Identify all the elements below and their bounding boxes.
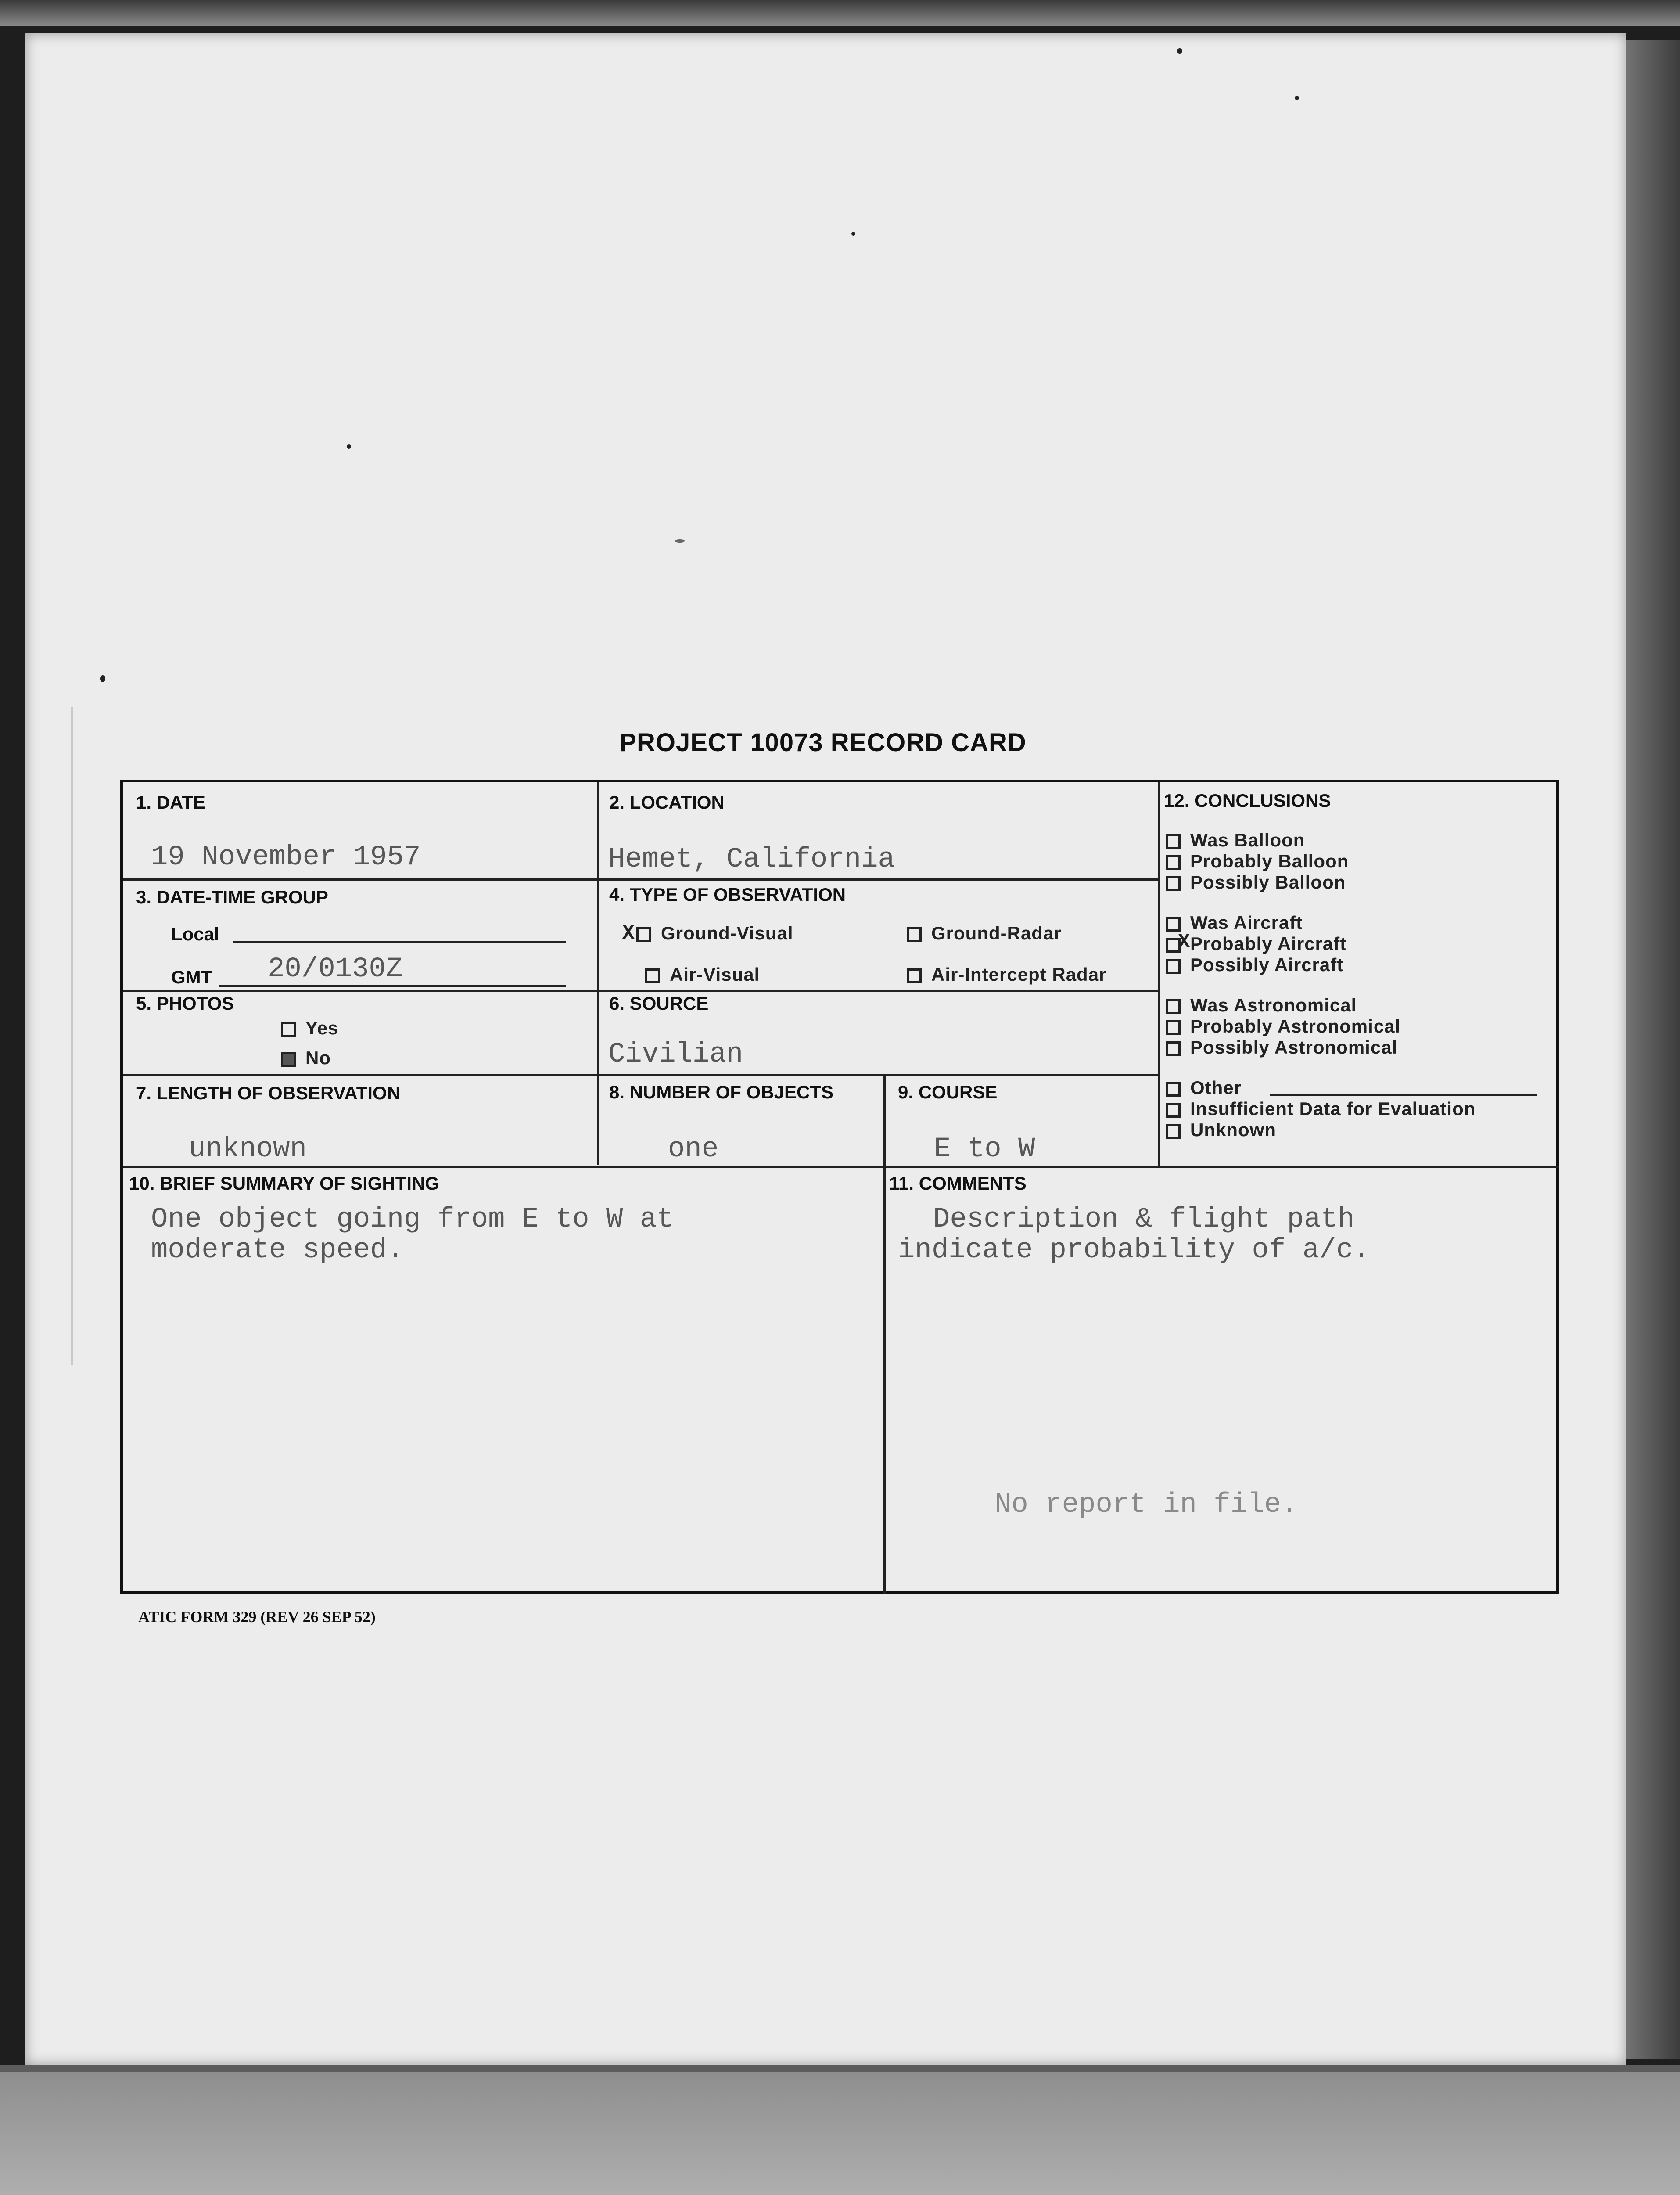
number-of-objects-value: one [668, 1133, 719, 1165]
grid-line [123, 878, 1158, 881]
checkbox-icon [1166, 1103, 1181, 1118]
conclusion-possibly-astronomical[interactable]: Possibly Astronomical [1166, 1037, 1397, 1058]
gmt-label: GMT [171, 967, 212, 987]
checkbox-icon [1166, 1020, 1181, 1035]
conclusion-other[interactable]: Other [1166, 1077, 1242, 1098]
date-time-group-label: 3. DATE-TIME GROUP [136, 887, 328, 907]
date-value: 19 November 1957 [151, 842, 421, 873]
location-value: Hemet, California [608, 844, 895, 875]
date-label: 1. DATE [136, 792, 205, 813]
dust-speck [100, 675, 105, 682]
dust-speck [1295, 96, 1299, 100]
comments-line-2: indicate probability of a/c. [898, 1234, 1370, 1266]
gmt-underline [219, 985, 566, 987]
conclusion-was-astronomical[interactable]: Was Astronomical [1166, 995, 1357, 1016]
checkbox-icon [1166, 855, 1181, 870]
dust-speck [851, 232, 855, 236]
summary-line-1: One object going from E to W at [151, 1204, 674, 1235]
source-label: 6. SOURCE [609, 993, 709, 1014]
checkbox-icon [1166, 1082, 1181, 1097]
location-label: 2. LOCATION [609, 792, 725, 813]
conclusions-label: 12. CONCLUSIONS [1164, 790, 1331, 811]
photos-yes-option[interactable]: Yes [281, 1018, 338, 1039]
dust-speck [347, 444, 351, 449]
ground-radar-option[interactable]: Ground-Radar [907, 923, 1062, 944]
conclusion-probably-balloon[interactable]: Probably Balloon [1166, 851, 1349, 872]
summary-label: 10. BRIEF SUMMARY OF SIGHTING [129, 1173, 440, 1194]
grid-line [597, 782, 599, 1165]
grid-line [1158, 782, 1160, 1168]
checkbox-icon [1166, 959, 1181, 974]
ground-visual-check-mark: X [622, 922, 635, 945]
course-value: E to W [934, 1133, 1035, 1165]
local-underline [233, 941, 566, 943]
photos-label: 5. PHOTOS [136, 993, 234, 1014]
conclusion-unknown[interactable]: Unknown [1166, 1119, 1276, 1141]
dust-speck [1177, 48, 1182, 54]
film-border-right [1619, 40, 1680, 2059]
grid-line [883, 1076, 886, 1594]
comments-note: No report in file. [994, 1489, 1298, 1521]
checkbox-icon [1166, 917, 1181, 932]
checkbox-icon [1166, 1124, 1181, 1139]
film-border-bottom [0, 2072, 1680, 2195]
length-of-observation-label: 7. LENGTH OF OBSERVATION [136, 1083, 401, 1103]
paper-edge-line [71, 707, 73, 1365]
conclusion-possibly-aircraft[interactable]: Possibly Aircraft [1166, 954, 1343, 975]
checkbox-icon [281, 1022, 296, 1037]
number-of-objects-label: 8. NUMBER OF OBJECTS [609, 1082, 834, 1102]
card-title: PROJECT 10073 RECORD CARD [619, 728, 1027, 757]
other-underline [1270, 1094, 1537, 1096]
gmt-value: 20/0130Z [268, 954, 403, 985]
air-intercept-radar-option[interactable]: Air-Intercept Radar [907, 964, 1106, 985]
type-of-observation-label: 4. TYPE OF OBSERVATION [609, 884, 846, 905]
summary-line-2: moderate speed. [151, 1234, 404, 1266]
checkbox-icon [907, 968, 922, 983]
grid-line [123, 1074, 1158, 1076]
checkbox-icon [1166, 876, 1181, 891]
conclusion-was-aircraft[interactable]: Was Aircraft [1166, 912, 1303, 933]
air-visual-option[interactable]: Air-Visual [645, 964, 760, 985]
length-of-observation-value: unknown [189, 1133, 307, 1165]
checkbox-icon [636, 927, 651, 942]
dust-speck [675, 539, 685, 543]
ground-visual-option[interactable]: Ground-Visual [636, 923, 793, 944]
checkbox-icon [907, 927, 922, 942]
checkbox-icon [1166, 999, 1181, 1014]
conclusion-probably-astronomical[interactable]: Probably Astronomical [1166, 1016, 1400, 1037]
local-label: Local [171, 924, 219, 944]
probably-aircraft-check-mark: X [1178, 931, 1190, 954]
grid-line [123, 1166, 1559, 1168]
form-number: ATIC FORM 329 (REV 26 SEP 52) [138, 1608, 376, 1626]
course-label: 9. COURSE [898, 1082, 998, 1102]
conclusion-probably-aircraft[interactable]: Probably Aircraft [1166, 933, 1346, 954]
conclusion-insufficient-data[interactable]: Insufficient Data for Evaluation [1166, 1098, 1475, 1119]
photos-no-option[interactable]: No [281, 1047, 331, 1069]
conclusion-possibly-balloon[interactable]: Possibly Balloon [1166, 872, 1346, 893]
checkbox-icon [645, 968, 660, 983]
conclusion-was-balloon[interactable]: Was Balloon [1166, 830, 1305, 851]
comments-label: 11. COMMENTS [889, 1173, 1027, 1194]
checkbox-checked-icon [281, 1052, 296, 1067]
comments-line-1: Description & flight path [933, 1204, 1355, 1235]
record-card [120, 780, 1559, 1594]
checkbox-icon [1166, 1041, 1181, 1056]
checkbox-icon [1166, 834, 1181, 849]
grid-line [123, 990, 1158, 992]
film-border-top [0, 0, 1680, 26]
source-value: Civilian [608, 1039, 743, 1070]
